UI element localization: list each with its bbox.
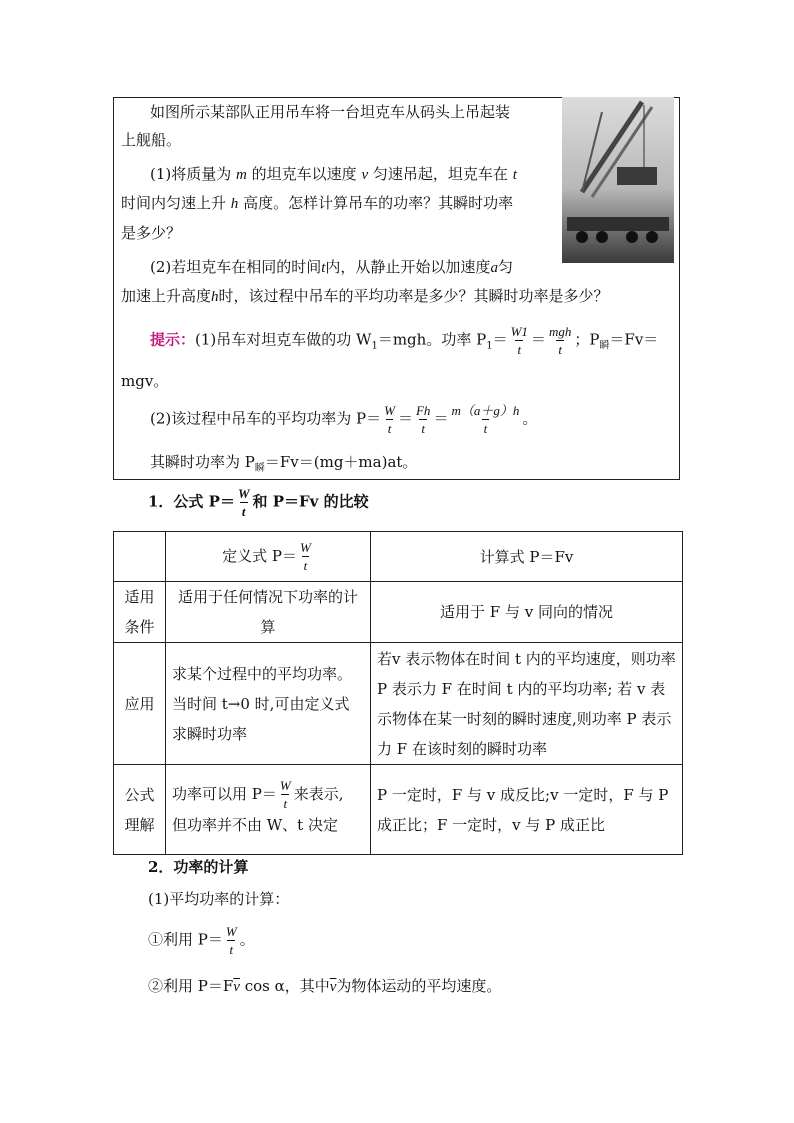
method-1: ①利用 P＝ $\frac{W}{t}$ 。 bbox=[148, 924, 255, 957]
table-header-calculation: 计算式 P＝Fv bbox=[371, 532, 683, 582]
answer-3-line: 其瞬时功率为 $P_瞬=Fv=(mg+ma)at$。 bbox=[150, 453, 418, 474]
answer-1-line-1: 提示：(1)吊车对坦克车做的功 $W_1=mgh$。功率 $P_1=$ $\frac{W1}{t}$ ＝ $\frac{\text{mgh}}{t}$ ；$P_瞬=Fv=$ bbox=[150, 324, 659, 357]
applicability-calculation: 适用于 F 与 v 同向的情况 bbox=[371, 582, 683, 643]
question-2-line-1: (2)若坦克车在相同的时间t内，从静止开始以加速度a匀 bbox=[150, 258, 513, 276]
crane-illustration bbox=[562, 97, 674, 263]
applicability-definition: 适用于任何情况下功率的计算 bbox=[166, 582, 371, 643]
comparison-table bbox=[113, 531, 683, 855]
question-1-line-2: 时间内匀速上升 h 高度。怎样计算吊车的功率？其瞬时功率 bbox=[121, 194, 514, 212]
row-label-understanding: 公式 理解 bbox=[114, 765, 166, 855]
section-1-title: 1．公式 P＝ $\frac{W}{t}$ 和 P＝Fv 的比较 bbox=[148, 486, 369, 519]
row-label-applicability: 适用 条件 bbox=[114, 582, 166, 643]
question-1-line-3: 是多少？ bbox=[121, 224, 182, 242]
question-1-line-1: (1)将质量为 m 的坦克车以速度 v 匀速吊起，坦克车在 t bbox=[150, 165, 517, 183]
section-2-sub-1: (1)平均功率的计算： bbox=[148, 890, 290, 908]
answer-2-line: (2)该过程中吊车的平均功率为 P＝ $\frac{W}{t}$ ＝ $\frac{Fh}{t}$ ＝ $\frac{m(a+g)h}{t}$ 。 bbox=[150, 403, 538, 436]
table-header-row bbox=[114, 532, 683, 582]
answer-1-line-2: mgv。 bbox=[121, 372, 169, 390]
row-label-application: 应用 bbox=[114, 643, 166, 765]
method-2: ②利用 $P=F\overline{v}$ cos α，其中$\overline{v}$为物体运动的平均速度。 bbox=[148, 977, 502, 995]
table-row-application bbox=[114, 643, 683, 765]
section-2-title: 2．功率的计算 bbox=[148, 858, 249, 876]
understanding-definition: 功率可以用 P＝ $\frac{W}{t}$ 来表示, 但功率并不由 W、t 决定 bbox=[166, 765, 371, 855]
table-header-empty bbox=[114, 532, 166, 582]
question-2-line-2: 加速上升高度h时，该过程中吊车的平均功率是多少？其瞬时功率是多少？ bbox=[121, 287, 609, 305]
intro-paragraph-1: 如图所示某部队正用吊车将一台坦克车从码头上吊起装 bbox=[150, 103, 511, 121]
understanding-calculation: P 一定时，F 与 v 成反比;v 一定时，F 与 P 成正比；F 一定时，v 与 P 成正比 bbox=[371, 765, 683, 855]
table-header-definition: 定义式 P＝ $\frac{W}{t}$ bbox=[166, 532, 371, 582]
table-row-understanding bbox=[114, 765, 683, 855]
crane-photo bbox=[562, 97, 674, 263]
intro-paragraph-1b: 上舰船。 bbox=[121, 131, 182, 149]
application-definition: 求某个过程中的平均功率。当时间 t→0 时,可由定义式求瞬时功率 bbox=[166, 643, 371, 765]
table-row-applicability bbox=[114, 582, 683, 643]
application-calculation: 若v 表示物体在时间 t 内的平均速度，则功率 P 表示力 F 在时间 t 内的平均功率; 若 v 表示物体在某一时刻的瞬时速度,则功率 P 表示力 F 在该时刻的瞬时功率 bbox=[371, 643, 683, 765]
